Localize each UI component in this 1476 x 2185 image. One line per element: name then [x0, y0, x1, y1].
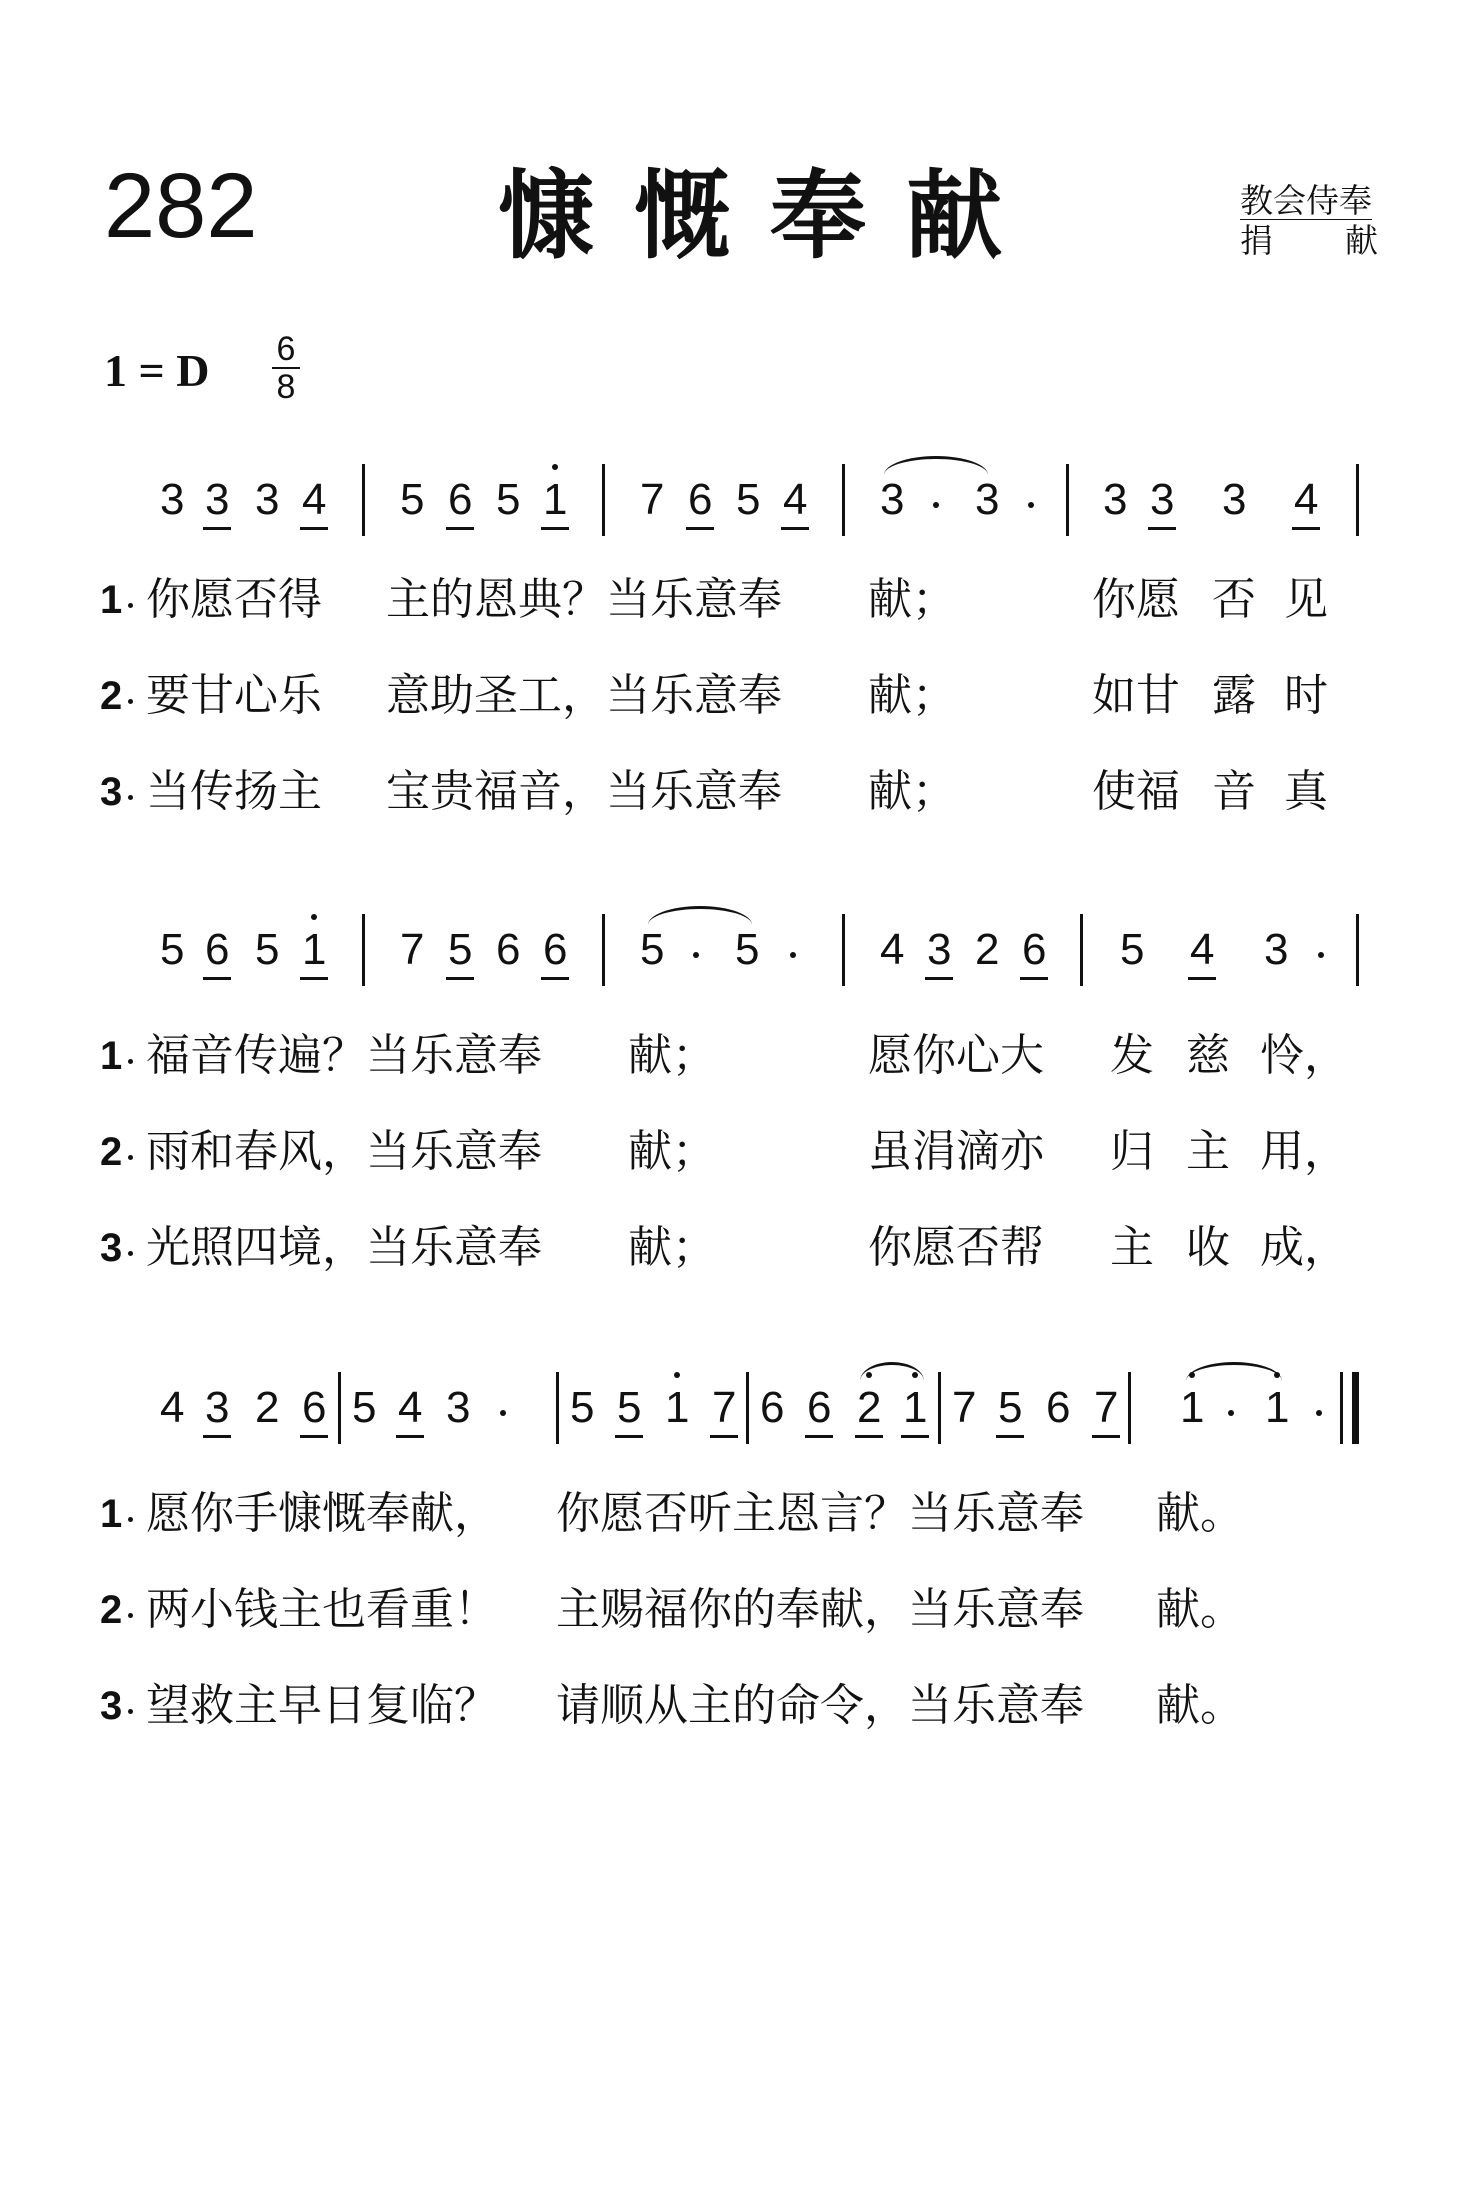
note: 5 [570, 1383, 595, 1432]
lyric-segment: 献； [868, 670, 956, 721]
note: 6 [1046, 1383, 1071, 1432]
lyric-segment: 你愿否得 [146, 574, 322, 625]
meter-numerator: 6 [272, 332, 300, 369]
note: 7 [1094, 1383, 1119, 1432]
note: 4 [1294, 475, 1319, 524]
note: 4 [880, 925, 905, 974]
dotted-rhythm-mark [500, 1410, 506, 1416]
dotted-rhythm-mark [1228, 1410, 1234, 1416]
lyric-segment: 虽涓滴亦 [868, 1126, 1044, 1177]
lyric-segment: 献。 [1156, 1680, 1244, 1731]
verse-number: 1 [100, 1034, 123, 1078]
note: 3 [446, 1383, 471, 1432]
note: 7 [952, 1383, 977, 1432]
note: 4 [160, 1383, 185, 1432]
lyric-segment: 时 [1284, 670, 1328, 721]
lyric-segment: 献； [868, 766, 956, 817]
lyric-segment: 使福 [1092, 766, 1180, 817]
lyric-segment: 成， [1260, 1222, 1348, 1273]
note: 3 [1103, 475, 1128, 524]
note: 5 [617, 1383, 642, 1432]
lyric-segment: 献； [628, 1030, 716, 1081]
lyric-segment: 献。 [1156, 1584, 1244, 1635]
high-octave-dot [912, 1372, 918, 1378]
lyric-segment: 怜， [1260, 1030, 1348, 1081]
bar-line [362, 464, 365, 536]
high-octave-dot [1189, 1372, 1195, 1378]
note: 6 [688, 475, 713, 524]
lyric-segment: 要甘心乐 [146, 670, 322, 721]
bar-line [338, 1372, 341, 1444]
verse-number: 2 [100, 674, 123, 718]
dotted-rhythm-mark [1028, 502, 1034, 508]
bar-line [842, 464, 845, 536]
note: 3 [205, 475, 230, 524]
note: 6 [205, 925, 230, 974]
high-octave-dot [1274, 1372, 1280, 1378]
verse-number: 3 [100, 1684, 123, 1728]
lyric-segment: 献； [628, 1222, 716, 1273]
bar-line [602, 914, 605, 986]
lyric-segment: 你愿否听主恩言？当乐意奉 [556, 1488, 1084, 1539]
note: 1 [302, 928, 326, 972]
note: 4 [398, 1383, 423, 1432]
lyric-segment: 慈 [1186, 1030, 1230, 1081]
lyric-segment: 主的恩典？当乐意奉 [386, 574, 782, 625]
lyric-segment: 望救主早日复临？ [146, 1680, 498, 1731]
note: 5 [736, 475, 761, 524]
note: 2 [857, 1386, 881, 1430]
dotted-rhythm-mark [1316, 1410, 1322, 1416]
verse-number: 2 [100, 1130, 123, 1174]
note: 3 [880, 475, 905, 524]
verse-dot [128, 699, 133, 704]
note: 6 [543, 925, 568, 974]
lyric-segment: 光照四境，当乐意奉 [146, 1222, 542, 1273]
bar-line [1066, 464, 1069, 536]
lyric-segment: 发 [1110, 1030, 1154, 1081]
note: 5 [352, 1383, 377, 1432]
bar-line [556, 1372, 559, 1444]
lyric-segment: 露 [1212, 670, 1256, 721]
category-label: 教会侍奉 [1240, 181, 1372, 220]
lyric-segment: 献； [628, 1126, 716, 1177]
verse-dot [128, 1059, 133, 1064]
lyric-segment: 如甘 [1092, 670, 1180, 721]
note: 4 [783, 475, 808, 524]
lyric-segment: 福音传遍？当乐意奉 [146, 1030, 542, 1081]
meter-denominator: 8 [276, 368, 296, 406]
high-octave-dot [552, 464, 558, 470]
subcategory-char-2: 献 [1345, 221, 1378, 260]
lyric-segment: 献。 [1156, 1488, 1244, 1539]
lyric-segment: 宝贵福音，当乐意奉 [386, 766, 782, 817]
dotted-rhythm-mark [933, 502, 939, 508]
note: 7 [400, 925, 425, 974]
subcategory-char-1: 捐 [1240, 221, 1273, 260]
lyric-segment: 归 [1110, 1126, 1154, 1177]
verse-dot [128, 1251, 133, 1256]
lyric-segment: 用， [1260, 1126, 1348, 1177]
note: 5 [735, 925, 760, 974]
lyric-segment: 主 [1186, 1126, 1230, 1177]
verse-number: 1 [100, 1492, 123, 1536]
note: 1 [1265, 1386, 1289, 1430]
note: 4 [302, 475, 327, 524]
note: 1 [903, 1386, 927, 1430]
note: 6 [302, 1383, 327, 1432]
verse-number: 1 [100, 578, 123, 622]
time-signature [272, 332, 300, 404]
verse-dot [128, 1517, 133, 1522]
dotted-rhythm-mark [693, 952, 699, 958]
high-octave-dot [311, 914, 317, 920]
note: 3 [160, 475, 185, 524]
lyric-segment: 你愿否帮 [868, 1222, 1044, 1273]
note: 5 [1120, 925, 1145, 974]
bar-line [746, 1372, 749, 1444]
tie-slur [648, 906, 752, 925]
high-octave-dot [674, 1372, 680, 1378]
lyric-segment: 音 [1212, 766, 1256, 817]
dotted-rhythm-mark [790, 952, 796, 958]
note: 3 [927, 925, 952, 974]
subcategory-label [1240, 221, 1378, 260]
lyric-segment: 真 [1284, 766, 1328, 817]
bar-line [938, 1372, 941, 1444]
bar-line [362, 914, 365, 986]
note: 3 [1150, 475, 1175, 524]
bar-line [602, 464, 605, 536]
bar-line [1356, 914, 1359, 986]
bar-line [1080, 914, 1083, 986]
note: 6 [1022, 925, 1047, 974]
lyric-segment: 雨和春风，当乐意奉 [146, 1126, 542, 1177]
note: 5 [400, 475, 425, 524]
lyric-segment: 献； [868, 574, 956, 625]
high-octave-dot [866, 1372, 872, 1378]
note: 5 [496, 475, 521, 524]
bar-line [1128, 1372, 1131, 1444]
note: 5 [448, 925, 473, 974]
dotted-rhythm-mark [1318, 952, 1324, 958]
note: 6 [448, 475, 473, 524]
verse-number: 2 [100, 1588, 123, 1632]
verse-dot [128, 795, 133, 800]
lyric-segment: 主 [1110, 1222, 1154, 1273]
lyric-segment: 你愿 [1092, 574, 1180, 625]
verse-dot [128, 1613, 133, 1618]
note: 1 [1180, 1386, 1204, 1430]
note: 5 [255, 925, 280, 974]
lyric-segment: 见 [1284, 574, 1328, 625]
lyric-segment: 否 [1212, 574, 1256, 625]
tie-slur [884, 456, 988, 475]
lyric-segment: 请顺从主的命令，当乐意奉 [556, 1680, 1084, 1731]
tie-slur [1186, 1362, 1282, 1381]
note: 6 [496, 925, 521, 974]
lyric-segment: 两小钱主也看重！ [146, 1584, 498, 1635]
note: 3 [255, 475, 280, 524]
final-bar-thin [1340, 1372, 1343, 1444]
note: 2 [975, 925, 1000, 974]
lyric-segment: 当传扬主 [146, 766, 322, 817]
hymn-title: 慷慨奉献 [498, 159, 1042, 272]
verse-dot [128, 1709, 133, 1714]
lyric-segment: 收 [1186, 1222, 1230, 1273]
hymn-number: 282 [104, 155, 258, 257]
note: 6 [760, 1383, 785, 1432]
note: 5 [640, 925, 665, 974]
verse-number: 3 [100, 770, 123, 814]
note: 7 [712, 1383, 737, 1432]
bar-line [842, 914, 845, 986]
note: 6 [807, 1383, 832, 1432]
note: 3 [975, 475, 1000, 524]
bar-line [1356, 464, 1359, 536]
note: 2 [255, 1383, 280, 1432]
lyric-segment: 愿你手慷慨奉献， [146, 1488, 498, 1539]
final-bar-thick [1352, 1372, 1359, 1444]
lyric-segment: 主赐福你的奉献，当乐意奉 [556, 1584, 1084, 1635]
note: 3 [205, 1383, 230, 1432]
verse-number: 3 [100, 1226, 123, 1270]
note: 7 [640, 475, 665, 524]
note: 1 [543, 478, 567, 522]
note: 5 [998, 1383, 1023, 1432]
note: 3 [1264, 925, 1289, 974]
verse-dot [128, 1155, 133, 1160]
lyric-segment: 愿你心大 [868, 1030, 1044, 1081]
verse-dot [128, 603, 133, 608]
note: 4 [1190, 925, 1215, 974]
note: 1 [665, 1386, 689, 1430]
key-signature: 1 = D [104, 345, 210, 396]
note: 5 [160, 925, 185, 974]
lyric-segment: 意助圣工，当乐意奉 [386, 670, 782, 721]
note: 3 [1222, 475, 1247, 524]
